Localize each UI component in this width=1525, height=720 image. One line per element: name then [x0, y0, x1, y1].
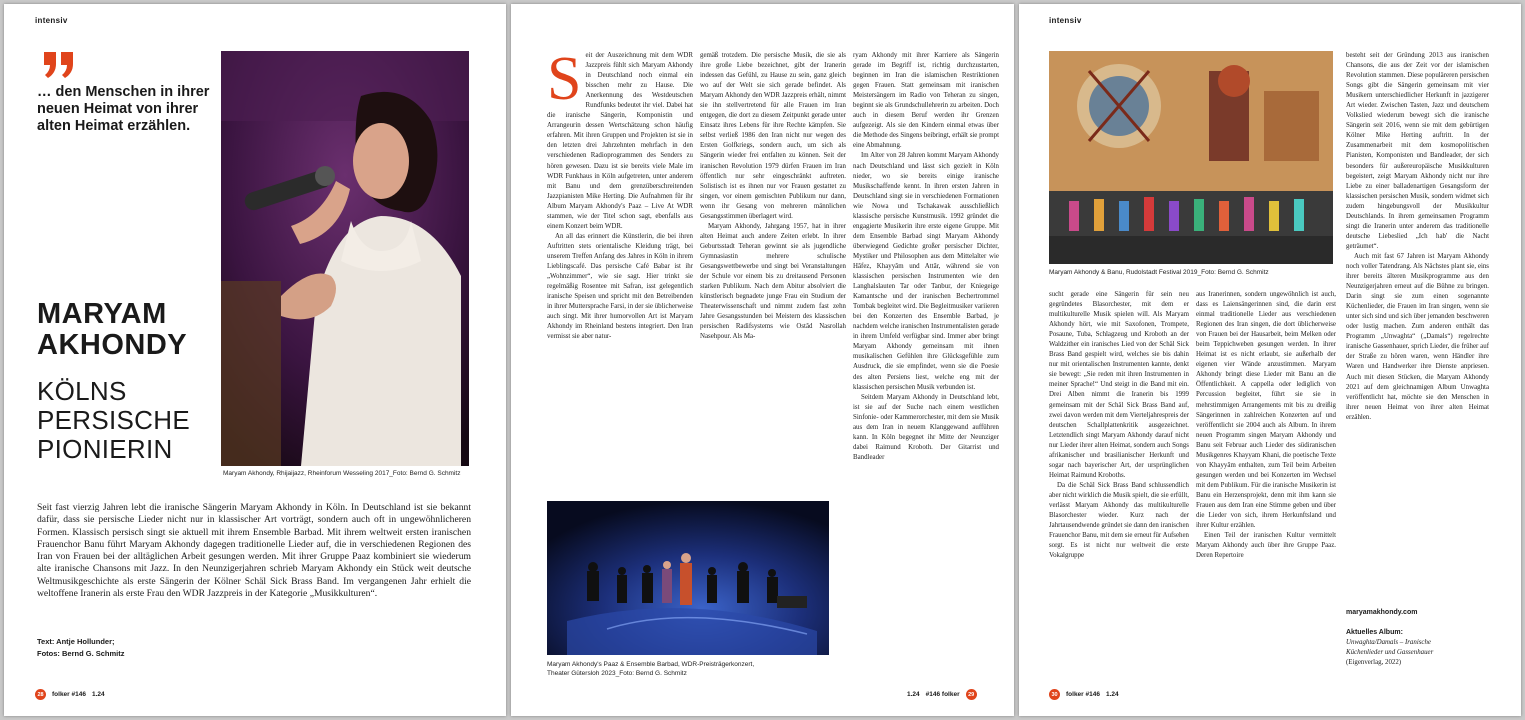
issue-number: 1.24 [1105, 691, 1119, 698]
paragraph: An all das erinnert die Künstlerin, die bei ihren Auftritten stets orientalische Kleidung trägt, bei unserem Treffen Anfang des Jahres in Köln in ihrem Lieblingscafé. Das persische Café Babar ist ihr „Wohnzimmer“, wie sie sagt. Hier trinkt sie regelmäßig Rosentee mit Safran, isst gelegentlich iranische Speisen und spricht mit den Betreibenden in ihrer Muttersprache Farsi, in der sie üblicherweise auch singt. Mit ihrer humorvollen Art ist Maryam Akhondy im Rheinland bestens integriert. Den Iran vermisst sie aber natur- [547, 232, 693, 341]
paragraph: ryam Akhondy mit ihrer Karriere als Sängerin gerade im Begriff ist, richtig durchzustarten, beginnen im Iran die islamischen Restriktionen gegen Frauen. Statt gemeinsam mit iranischen Meistersängern im Radio von Teheran zu singen, beginnt sie als Grundschullehrerin zu arbeiten. Doch auch in diesem Beruf werden ihr Grenzen aufgezeigt. Als sie den Kindern einmal etwas über die Methode des Singens beibringt, erhält sie prompt eine Abmahnung. [853, 52, 999, 150]
text-column-1 [547, 51, 693, 491]
album-line: (Eigenverlag, 2022) [1346, 659, 1402, 667]
issue-number: 1.24 [907, 691, 920, 698]
drop-cap: S [547, 51, 582, 113]
photo-caption: Maryam Akhondy, Rhijaijazz, Rheinforum Wesseling 2017_Foto: Bernd G. Schmitz [223, 470, 461, 477]
album-line: Küchenlieder und Gassenhauer [1346, 649, 1434, 657]
album-heading: Aktuelles Album: [1346, 629, 1403, 636]
text-column-3 [853, 51, 999, 681]
paragraph: Maryam Akhondy, Jahrgang 1957, hat in ihrer alten Heimat auch andere Zeiten erlebt. In ihrer Geburtsstadt Teheran gewinnt sie als jugendliche Gymnasiastin mehrere schulische Gesangswettbewerbe und singt bei Veranstaltungen der Schule vor einem bis zu dreitausend Personen starken Publikum. Nach dem Abitur absolviert die künstlerisch begnadete junge Frau ein Studium der Theaterwissenschaft und nimmt zudem fast zehn Jahre Gesangsstunden bei Meistern des klassischen persischen Radifsystems wie Ostâd Nasrollah Nasehpour. Als Ma- [700, 222, 846, 341]
page-number: 29 [966, 689, 977, 700]
paragraph: Im Alter von 28 Jahren kommt Maryam Akhondy nach Deutschland und lässt sich gezielt in Köln nieder, wo sie bereits einige iranische Musikschaffende kennt. In ihren ersten Jahren in Deutschland singt sie in verschiedenen Formationen wie Nowa und Tschakawak ausschließlich klassische persische Kunstmusik. 1992 gründet die engagierte Musikerin ihre erste eigene Gruppe. Mit dem Ensemble Barbad singt Maryam Akhondy überwiegend Gedichte großer persischer Dichter, Mystiker und Philosophen aus dem Mittelalter wie Hâfez, Khayyâm und Attâr, während sie von klassischen persischen Instrumenten wie den Langhalslauten Tar oder Tanbur, der Kniegeige Kamantsche und der iranischen Bechertrommel Tombak begleitet wird. Die Begleitmusiker variieren bei den Konzerten des Ensemble Barbad, je nachdem welche iranischen Instrumentalisten gerade in ihrem Umfeld verfügbar sind. Immer aber bringt Maryam Akhondy gemeinsam mit ihnen musikalischen Gefühlen ihre Glücksgefühle zum Ausdruck, die sie empfindet, wenn sie die Poesie des alten Persiens liest, welche eng mit der klassischen persischen Musik verbunden ist. [853, 152, 999, 391]
page-folio [35, 689, 105, 700]
issue-number: 1.24 [91, 691, 105, 698]
page-right [1019, 4, 1521, 716]
page-folio [1049, 689, 1119, 700]
singer-photo [221, 51, 469, 466]
lead-paragraph: Seit fast vierzig Jahren lebt die iranische Sängerin Maryam Akhondy in Köln. In Deutschland ist sie bekannt dafür, dass sie persische Lieder nicht nur in klassischer Art vorträgt, sondern auch oft in ungewöhnlicheren Formen. Klassisch persisch singt sie aktuell mit ihrem Ensemble Barbad. Mit ihrem weltweit ersten iranischen Frauenchor Banu führt Maryam Akhondy dagegen traditionelle Lieder auf, die in verschiedenen Regionen des Iran von Frauen bei der alltäglichen Arbeit gesungen werden. Mit ihrer Gruppe Paaz kombiniert sie wiederum alte iranische Chansons mit Jazz. In den Neunzigerjahren schrieb Maryam Akhondy ein Stück weit deutsche Weltmusikgeschichte als erste Sängerin der Kölner Schäl Sick Brass Band. Im vergangenen Jahr erhielt die weltoffene Iranerin als erste Frau den WDR Jazzpreis in der Kategorie „Musikkulturen“. [37, 502, 471, 600]
quote-mark-icon [42, 50, 82, 84]
website-link[interactable]: maryamakhondy.com [1346, 609, 1418, 616]
text-column-2 [700, 51, 846, 491]
subtitle-line: PERSISCHE [37, 405, 190, 435]
festival-photo [1049, 51, 1333, 264]
concert-photo [547, 501, 829, 655]
page-folio [907, 689, 977, 700]
paragraph: besteht seit der Gründung 2013 aus iranischen Chansons, die aus der Zeit vor der islamischen Revolution stammen. Diese populäreren persischen Songs gibt die Sängerin gemeinsam mit vier Musikern unterschiedlicher Herkunft in jazzigerer Art wieder. Zwischen Tasten, Jazz und deutschem Volkslied wiederum bewegt sich die iranische Sängerin seit 2016, wenn sie mit dem gebürtigen Kölner Mike Herting auftritt. In der Zusammenarbeit mit dem kosmopolitischen Pianisten, Komponisten und Bandleader, der sich besonders für außereuropäische Musikkulturen begeistert, zeigt Maryam Akhondy nicht nur ihre Liebe zu einer balladenartigen Gesangsform der klassischen persischen Musik, sondern widmet sich zudem hingebungsvoll der Musikkultur Deutschlands. In ihrem gemeinsamen Programm singt die Iranerin unter anderem das traditionelle deutsche Liebeslied „Ich hab' die Nacht geträumet“. [1346, 52, 1489, 250]
credits [37, 636, 125, 660]
paragraph: aus Iranerinnen, sondern ungewöhnlich ist auch, dass es Laiensängerinnen sind, die darin erst einmal traditionelle Lieder aus verschiedenen Regionen des Iran singen, die dort üblicherweise von Frauen bei der Hausarbeit, beim Melken oder beim Teppichweben gesungen werden. In ihrer Heimat ist es nicht erlaubt, sie außerhalb der eigenen vier Wände anzustimmen. Maryam Akhondy bringt diese Lieder mit Banu an die Öffentlichkeit. A cappella oder lediglich von Percussion begleitet, führt sie sie in mehrstimmigen Arrangements mit bis zu dreißig Sängerinnen in zahlreichen Konzerten auf und veröffentlicht sie 2004 auch als Album. In ihrem neuen Programm singen Maryam Akhondy und Banu seit Februar auch Lieder des südiranischen Musikgenres Khayyam Khani, die poetische Texte von Khayyâm enthalten, zum Teil beim Arbeiten gesungen werden und bei Konzerten im Wechsel mit dem Publikum. Für die iranische Musikerin ist Banu ein Herzensprojekt, denn mit ihm kann sie Frauen aus dem Iran eine Stimme geben und über die Lieder von sich, ihrem Herkunftsland und ihrer Kultur erzählen. [1196, 291, 1336, 530]
text-column-1 [1049, 290, 1189, 685]
info-box [1346, 608, 1489, 668]
caption-line: Maryam Akhondy's Paaz & Ensemble Barbad, WDR-Preisträgerkonzert, [547, 661, 755, 668]
page-left [4, 4, 506, 716]
text-column-2 [1196, 290, 1336, 685]
page-number: 30 [1049, 689, 1060, 700]
pull-quote: … den Menschen in ihrer neuen Heimat von ihrer alten Heimat erzählen. [37, 84, 210, 134]
magazine-name: folker #146 [1066, 691, 1100, 698]
paragraph: Seitdem Maryam Akhondy in Deutschland lebt, ist sie auf der Suche nach einem westlichen Sinfonie- oder Kammerorchester, mit dem sie Musik aus dem Iran in neuem Klanggewand aufführen kann. In Köln begegnet ihr Mitte der Neunziger dabei Raimund Kroboth. Der Gitarrist und Bandleader [853, 393, 999, 461]
article-title [37, 299, 222, 361]
title-line: AKHONDY [37, 329, 188, 361]
album-line: Unwaghta/Damals – Iranische [1346, 639, 1431, 646]
credit-text: Text: Antje Hollunder; [37, 637, 115, 646]
paragraph: sucht gerade eine Sängerin für sein neu gegründetes Blasorchester, mit dem er multikulturelle Musik spielen will. Als Maryam Akhondy hört, wie mit Saxofonen, Trompete, Posaune, Tuba, Schlagzeug und Kroboth an der Waldzither ein iranisches Lied von der Schäl Sick Brass Band gespielt wird, welches sie bis dahin nur mit orientalischen Instrumenten kannte, denkt sie bewegt: „Sie reden mit ihren Instrumenten in meiner Sprache!“ Und steigt in die Band mit ein. Drei Alben nimmt die Iranerin bis 1999 gemeinsam mit der Schäl Sick Brass Band auf, zwei davon werden mit dem Vierteljahrespreis der deutschen Schallplattenkritik ausgezeichnet. Letztendlich singt Maryam Akhondy darauf nicht nur Lieder ihrer alten Heimat, sondern auch Songs afrikanischer und brasilianischer Herkunft und sogar nach bayerischer Art, der ursprünglichen Heimat Raimund Kroboths. [1049, 291, 1189, 479]
subtitle-line: KÖLNS [37, 376, 127, 406]
page-number: 28 [35, 689, 46, 700]
credit-photo: Fotos: Bernd G. Schmitz [37, 649, 125, 658]
caption-line: Theater Gütersloh 2023_Foto: Bernd G. Schmitz [547, 670, 687, 677]
section-rubric: intensiv [35, 16, 68, 25]
magazine-name: #146 folker [925, 691, 960, 698]
page-middle [511, 4, 1014, 716]
text-column-3 [1346, 51, 1489, 604]
subtitle-line: PIONIERIN [37, 434, 173, 464]
title-line: MARYAM [37, 298, 167, 330]
paragraph: Auch mit fast 67 Jahren ist Maryam Akhondy noch voller Tatendrang. Als Nächstes plant sie, eins ihrer bereits älteren Musikprogramme aus den Neunzigerjahren erneut auf die Bühne zu bringen. Darin singt sie zum einen sogenannte Küchenlieder, die Frauen im Iran singen, wenn sie unter sich sind und sich über jemanden beschweren oder lustig machen. Zum anderen enthält das Programm „Unwaghta“ („Damals“) regelrechte iranische Gassenhauer, sprich Lieder, die früher auf der Straße zu hören waren, wenn Händler ihre Waren und Handwerker ihre Dienste anpriesen. Auch mit diesen Stücken, die Maryam Akhondy 2021 auf dem gleichnamigen Album Unwaghta veröffentlicht hat, möchte sie den Menschen in ihrer neuen Heimat von ihrer alten Heimat erzählen. [1346, 252, 1489, 421]
article-subtitle [37, 377, 222, 464]
paragraph: Einen Teil der iranischen Kultur vermittelt Maryam Akhondy auch über ihre Gruppe Paaz. Deren Repertoire [1196, 532, 1336, 560]
photo-caption: Maryam Akhondy & Banu, Rudolstadt Festival 2019_Foto: Bernd G. Schmitz [1049, 269, 1269, 276]
section-rubric: intensiv [1049, 16, 1082, 25]
magazine-name: folker #146 [52, 691, 86, 698]
paragraph: Da die Schäl Sick Brass Band schlussendlich aber nicht wirklich die Musik spielt, die sie erfüllt, verlässt Maryam Akhondy das multikulturelle Blasorchester wieder. Kurz nach der Jahrtausendwende gründet sie dann den iranischen Frauenchor Banu, mit dem sie erneut für Aufsehen sorgt. Es ist nicht nur weltweit die erste Vokalgruppe [1049, 481, 1189, 560]
paragraph: eit der Auszeichnung mit dem WDR Jazzpreis fühlt sich Maryam Akhondy in Deutschland noch einmal ein bisschen mehr zu Hause. Die Anerkennung des Westdeutschen Rundfunks bedeutet ihr viel. Dabei hat die iranische Sängerin, Komponistin und Arrangeurin dessen Wertschätzung schon häufig erfahren. Mit ihren Gruppen und Projekten ist sie in den letzten drei Jahrzehnten mehrfach in den verschiedenen Radioprogrammen des Senders zu hören gewesen. Dazu ist sie bereits viele Male im WDR Funkhaus in Köln aufgetreten, unter anderem mit Banu und dem grenzüberschreitenden Jazzpianisten Mike Herting. Die Aufnahmen für ihr Album Maryam Akhondy's Paaz – Live At WDR stammen, wie der Titel schon sagt, ebenfalls aus einem Konzert beim WDR. [547, 52, 693, 230]
photo-caption [547, 660, 837, 678]
paragraph: gemäß trotzdem. Die persische Musik, die sie als ihre große Liebe bezeichnet, gibt der Iranerin indessen das Gefühl, zu Hause zu sein, ganz gleich wo auf der Welt sie sich gerade befindet. Als Maryam Akhondy den WDR Jazzpreis erhält, nimmt sie ihn stellvertretend für alle Frauen im Iran entgegen, die dort zu diesem Zeitpunkt gerade unter Einsatz ihres Lebens für ihre Rechte kämpfen. Sie selbst verließ 1986 den Iran nicht nur wegen des Ersten Golfkriegs, sondern auch, um sich als Sängerin wieder frei entfalten zu können. Seit der iranischen Revolution 1979 dürfen Frauen im Iran öffentlich nur sehr eingeschränkt auftreten. Solistisch ist es ihnen nur vor Frauen gestattet zu singen, vor einem gemischten Publikum nur dann, wenn ihr Gesang von mehreren männlichen Gesangsstimmen überlagert wird. [700, 52, 846, 220]
